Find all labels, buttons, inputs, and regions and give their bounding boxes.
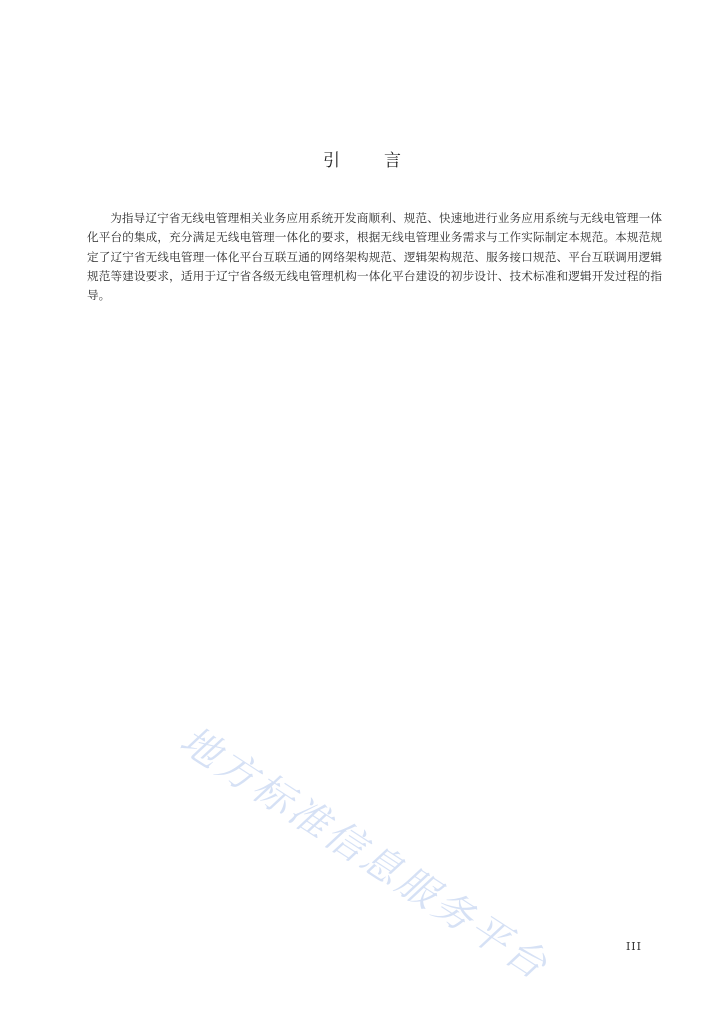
page-title: 引言 bbox=[323, 151, 445, 171]
page-number: III bbox=[625, 940, 642, 953]
watermark-text: 地方标准信息服务平台 bbox=[171, 718, 557, 991]
introduction-paragraph: 为指导辽宁省无线电管理相关业务应用系统开发商顺利、规范、快速地进行业务应用系统与无线电管理一体化平台的集成，充分满足无线电管理一体化的要求，根据无线电管理业务需求与工作实际制定本规范。本规范规定了辽宁省无线电管理一体化平台互联互通的网络架构规范、逻辑架构规范、服务接口规范、平台互联调用逻辑规范等建设要求，适用于辽宁省各级无线电管理机构一体化平台建设的初步设计、技术标准和逻辑开发过程的指导。 bbox=[87, 211, 662, 303]
